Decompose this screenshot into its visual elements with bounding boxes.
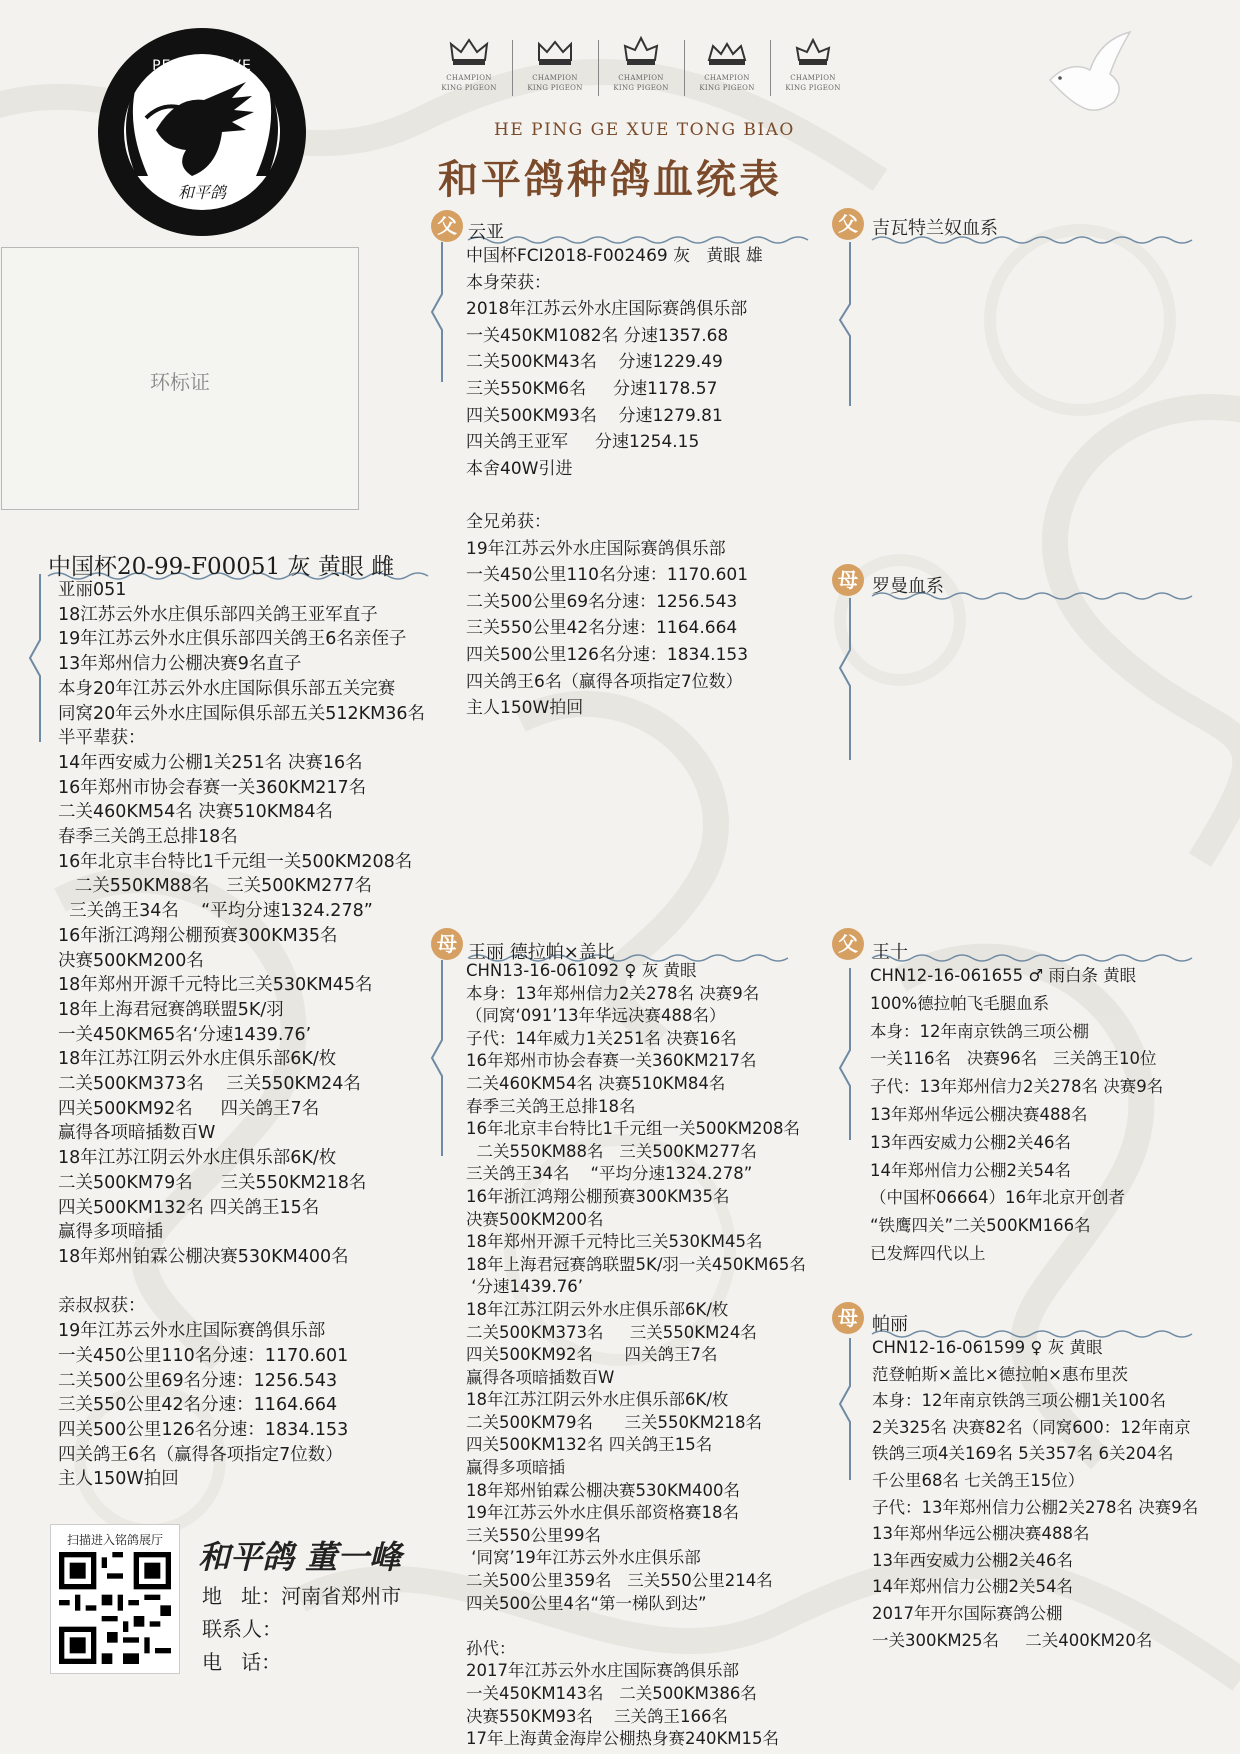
record-line: 18年上海君冠赛鸽联盟5K/羽一关450KM65名 — [466, 1254, 806, 1274]
dam-sire-name: 王十 — [872, 942, 908, 963]
record-line: 主人150W拍回 — [466, 698, 584, 719]
record-line: 三关550KM6名 分速1178.57 — [466, 378, 718, 399]
record-line: 18年江苏江阴云外水庄俱乐部6K/枚 — [466, 1299, 729, 1319]
record-line: ‘同窝’19年江苏云外水庄俱乐部 — [466, 1548, 701, 1568]
record-line: 二关500KM79名 三关550KM218名 — [466, 1412, 763, 1432]
record-line: 18年江苏江阴云外水庄俱乐部6K/枚 — [58, 1148, 337, 1169]
record-line: “铁鹰四关”二关500KM166名 — [870, 1216, 1091, 1236]
record-line: 2018年江苏云外水庄国际赛鸽俱乐部 — [466, 299, 748, 320]
record-line: 子代：13年郑州信力2关278名 决赛9名 — [870, 1077, 1164, 1097]
sire-name: 云亚 — [468, 222, 504, 243]
record-line — [466, 1615, 806, 1638]
record-line: 一关450KM65名‘分速1439.76’ — [58, 1024, 312, 1045]
record-line: 四关500KM92名 四关鸽王7名 — [58, 1098, 320, 1119]
record-line: 本身：12年南京铁鸽三项公棚 — [870, 1021, 1089, 1041]
record-line: ‘分速1439.76’ — [466, 1277, 583, 1297]
record-line — [58, 1270, 425, 1295]
svg-text:和平鸽: 和平鸽 — [177, 183, 227, 202]
record-line: 三关550公里42名分速：1164.664 — [58, 1395, 338, 1416]
qr-caption: 扫描进入铭鸽展厅 — [66, 1533, 163, 1547]
address-line: 地 址：河南省郑州市 — [202, 1584, 402, 1608]
record-line: 一关450公里110名分速：1170.601 — [466, 565, 749, 586]
record-line: 本身荣获： — [466, 272, 551, 293]
record-line: CHN13-16-061092 ♀ 灰 黄眼 — [466, 961, 697, 980]
record-line: 同窝20年云外水庄国际俱乐部五关512KM36名 — [58, 703, 426, 724]
subject-ring-id: 中国杯20-99-F00051 灰 黄眼 雌 — [48, 554, 395, 580]
record-line: 13年郑州信力公棚决赛9名直子 — [58, 654, 302, 675]
dam-sire-record — [870, 962, 1163, 1268]
record-line: 春季三关鸽王总排18名 — [58, 827, 238, 848]
record-line: 19年江苏云外水庄国际赛鸽俱乐部 — [466, 538, 726, 559]
record-line: 一关450KM143名 二关500KM386名 — [466, 1684, 757, 1703]
record-line: 二关500KM373名 三关550KM24名 — [466, 1322, 757, 1342]
record-line: 2017年江苏云外水庄国际赛鸽俱乐部 — [466, 1661, 739, 1681]
record-line: CHN12-16-061599 ♀ 灰 黄眼 — [872, 1338, 1103, 1357]
record-line: 四关500公里126名分速：1834.153 — [58, 1419, 349, 1440]
record-line: 赢得各项暗插数百W — [58, 1123, 216, 1144]
record-line: 四关500KM132名 四关鸽王15名 — [58, 1197, 320, 1218]
record-line: 三关鸽王34名 “平均分速1324.278” — [58, 901, 373, 922]
record-line: 子代：13年郑州信力公棚2关278名 决赛9名 — [872, 1497, 1199, 1517]
record-line: 四关500公里126名分速：1834.153 — [466, 644, 749, 665]
record-line: 决赛500KM200名 — [466, 1209, 604, 1229]
record-line: 13年郑州华远公棚决赛488名 — [870, 1104, 1088, 1124]
record-line: 四关500KM93名 分速1279.81 — [466, 405, 723, 426]
record-line — [466, 482, 763, 509]
record-line: 二关460KM54名 决赛510KM84名 — [58, 802, 334, 823]
record-line: 二关500KM373名 三关550KM24名 — [58, 1074, 361, 1095]
record-line: 亲叔叔获： — [58, 1296, 146, 1317]
record-line: 三关550公里99名 — [466, 1525, 601, 1545]
record-line: 一关450公里110名分速：1170.601 — [58, 1345, 349, 1366]
breeder-signature: 和平鸽 董一峰 — [198, 1538, 402, 1576]
record-line: 19年江苏云外水庄俱乐部资格赛18名 — [466, 1503, 739, 1523]
record-line: 主人150W拍回 — [58, 1469, 179, 1490]
record-line: （同窝‘091’13年华远决赛488名） — [466, 1006, 726, 1026]
record-line: 18江苏云外水庄俱乐部四关鸽王亚军直子 — [58, 604, 378, 625]
contact-info — [202, 1580, 401, 1679]
record-line: 18年江苏江阴云外水庄俱乐部6K/枚 — [58, 1049, 337, 1070]
record-line: 14年郑州信力公棚2关54名 — [872, 1577, 1073, 1597]
record-line: 四关鸽王6名（赢得各项指定7位数） — [58, 1444, 343, 1465]
record-line: 孙代： — [466, 1638, 516, 1658]
record-line: 19年江苏云外水庄俱乐部四关鸽王6名亲侄子 — [58, 629, 407, 650]
dam-badge: 母 — [431, 928, 463, 960]
page-title: 和平鸽种鸽血统表 — [438, 156, 782, 203]
sire-sire-badge: 父 — [832, 208, 864, 240]
record-line: 四关500公里4名“第一梯队到达” — [466, 1593, 707, 1613]
record-line: 四关500KM92名 四关鸽王7名 — [466, 1345, 718, 1365]
record-line: 赢得各项暗插数百W — [466, 1367, 615, 1387]
record-line: 四关鸽王亚军 分速1254.15 — [466, 432, 700, 453]
record-line: 一关300KM25名 二关400KM20名 — [872, 1630, 1153, 1650]
record-line: 二关500公里359名 三关550公里214名 — [466, 1571, 773, 1591]
crown-logo: CHAMPION KING PIGEON — [688, 36, 766, 92]
record-line: 范登帕斯×盖比×德拉帕×惠布里茨 — [872, 1364, 1128, 1384]
crown-logo: CHAMPION KING PIGEON — [516, 36, 594, 92]
record-line: 18年郑州开源千元特比三关530KM45名 — [466, 1232, 763, 1252]
record-line: 二关460KM54名 决赛510KM84名 — [466, 1073, 726, 1093]
record-line: 三关鸽王34名 “平均分速1324.278” — [466, 1164, 753, 1184]
dam-record — [466, 960, 806, 1751]
record-line: 已发辉四代以上 — [870, 1243, 986, 1263]
title-pinyin: HE PING GE XUE TONG BIAO — [494, 120, 795, 140]
dam-dam-name: 帕丽 — [872, 1314, 908, 1335]
record-line: CHN12-16-061655 ♂ 雨白条 黄眼 — [870, 966, 1137, 985]
record-line: 18年江苏江阴云外水庄俱乐部6K/枚 — [466, 1390, 729, 1410]
crown-logo: CHAMPION KING PIGEON — [430, 36, 508, 92]
record-line: 16年北京丰台特比1千元组一关500KM208名 — [58, 851, 413, 872]
record-line: 19年江苏云外水庄国际赛鸽俱乐部 — [58, 1321, 326, 1342]
record-line: 13年郑州华远公棚决赛488名 — [872, 1524, 1090, 1544]
record-line: 春季三关鸽王总排18名 — [466, 1096, 636, 1116]
record-line: 中国杯FCI2018-F002469 灰 黄眼 雄 — [466, 246, 763, 266]
record-line: 赢得多项暗插 — [466, 1458, 565, 1478]
record-line: （中国杯06664）16年北京开创者 — [870, 1188, 1125, 1208]
record-line: 二关550KM88名 三关500KM277名 — [466, 1141, 757, 1161]
record-line: 千公里68名 七关鸽王15位） — [872, 1470, 1085, 1490]
record-line: 亚丽051 — [58, 580, 127, 600]
sire-dam-badge: 母 — [832, 564, 864, 596]
subject-record — [58, 578, 425, 1492]
record-line: 二关500公里69名分速：1256.543 — [58, 1370, 338, 1391]
phone-line: 电 话： — [202, 1650, 282, 1674]
record-line: 四关500KM132名 四关鸽王15名 — [466, 1435, 713, 1455]
record-line: 16年浙江鸿翔公棚预赛300KM35名 — [466, 1186, 730, 1206]
svg-text:PEACE DOVE: PEACE DOVE — [152, 58, 252, 74]
record-line: 18年郑州开源千元特比三关530KM45名 — [58, 975, 373, 996]
record-line: 18年郑州铂霖公棚决赛530KM400名 — [466, 1480, 741, 1500]
record-line: 一关116名 决赛96名 三关鸽王10位 — [870, 1049, 1157, 1069]
record-line: 2关325名 决赛82名（同窝600：12年南京 — [872, 1417, 1191, 1437]
record-line: 三关550公里42名分速：1164.664 — [466, 618, 738, 639]
record-line: 14年郑州信力公棚2关54名 — [870, 1160, 1071, 1180]
record-line: 13年西安威力公棚2关46名 — [872, 1550, 1073, 1570]
record-line: 18年郑州铂霖公棚决赛530KM400名 — [58, 1246, 349, 1267]
record-line: 赢得多项暗插 — [58, 1222, 163, 1243]
record-line: 14年西安威力公棚1关251名 决赛16名 — [58, 752, 363, 773]
record-line: 18年上海君冠赛鸽联盟5K/羽 — [58, 999, 284, 1020]
record-line: 子代：14年威力1关251名 决赛16名 — [466, 1028, 737, 1048]
record-line: 二关500KM79名 三关550KM218名 — [58, 1172, 367, 1193]
record-line: 半平辈获： — [58, 728, 146, 749]
crown-logo: CHAMPION KING PIGEON — [602, 36, 680, 92]
sire-sire-name: 吉瓦特兰奴血系 — [872, 218, 998, 239]
record-line: 本身20年江苏云外水庄国际俱乐部五关完赛 — [58, 678, 396, 699]
record-line: 四关鸽王6名（赢得各项指定7位数） — [466, 671, 743, 692]
record-line: 16年郑州市协会春赛一关360KM217名 — [466, 1051, 757, 1071]
record-line: 铁鸽三项4关169名 5关357名 6关204名 — [872, 1444, 1174, 1464]
sire-badge: 父 — [431, 210, 463, 242]
record-line: 本身：13年郑州信力2关278名 决赛9名 — [466, 983, 760, 1003]
qr-code-card[interactable] — [50, 1524, 180, 1674]
record-line: 13年西安威力公棚2关46名 — [870, 1132, 1071, 1152]
dam-dam-badge: 母 — [832, 1302, 864, 1334]
record-line: 本舍40W引进 — [466, 458, 573, 479]
record-line: 二关500公里69名分速：1256.543 — [466, 591, 738, 612]
dam-dam-record — [872, 1335, 1198, 1654]
qr-code-icon — [59, 1552, 171, 1664]
sire-record — [466, 243, 763, 722]
record-line: 100%德拉帕飞毛腿血系 — [870, 993, 1050, 1013]
record-line: 全兄弟获： — [466, 511, 551, 532]
ring-certificate-label: 环标证 — [150, 370, 210, 394]
sire-dam-name: 罗曼血系 — [872, 576, 944, 597]
record-line: 本身：12年南京铁鸽三项公棚1关100名 — [872, 1391, 1166, 1411]
record-line: 一关450KM1082名 分速1357.68 — [466, 325, 729, 346]
record-line: 16年北京丰台特比1千元组一关500KM208名 — [466, 1119, 801, 1139]
record-line: 决赛550KM93名 三关鸽王166名 — [466, 1706, 729, 1726]
contact-person-line: 联系人： — [202, 1617, 282, 1641]
dam-name: 王丽 德拉帕×盖比 — [468, 942, 615, 963]
record-line: 16年郑州市协会春赛一关360KM217名 — [58, 777, 367, 798]
record-line: 17年上海黄金海岸公棚热身赛240KM15名 — [466, 1729, 780, 1749]
dam-sire-badge: 父 — [832, 928, 864, 960]
record-line: 2017年开尔国际赛鸽公棚 — [872, 1603, 1063, 1623]
record-line: 二关500KM43名 分速1229.49 — [466, 352, 723, 373]
record-line: 决赛500KM200名 — [58, 950, 204, 971]
record-line: 二关550KM88名 三关500KM277名 — [58, 876, 372, 897]
crown-logo: CHAMPION KING PIGEON — [774, 36, 852, 92]
record-line: 16年浙江鸿翔公棚预赛300KM35名 — [58, 925, 338, 946]
